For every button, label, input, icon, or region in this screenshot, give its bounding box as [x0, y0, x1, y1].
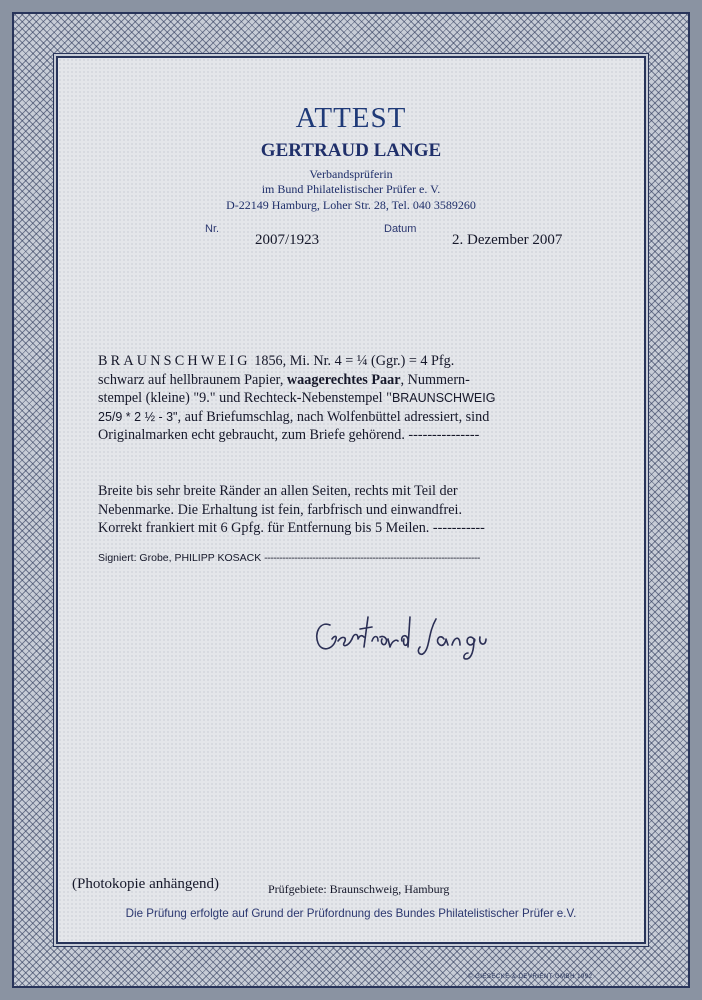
stamp-catalog: 1856, Mi. Nr. 4 = ¼ (Ggr.) = 4 Pfg.: [250, 353, 455, 369]
postmark-text: BRAUNSCHWEIG: [391, 391, 496, 405]
text-span: , Nummern-: [400, 371, 470, 388]
condition-paragraph: [98, 482, 604, 538]
condition-line: Nebenmarke. Die Erhaltung ist fein, farbfrisch und einwandfrei.: [98, 501, 463, 518]
signed-by-text: Signiert: Grobe, PHILIPP KOSACK: [98, 552, 262, 564]
certificate-number: 2007/1923: [255, 232, 320, 248]
examiner-name: GERTRAUD LANGE: [260, 140, 442, 161]
signed-by-dashes: ------------------------------------------------------------------------: [264, 552, 480, 564]
examination-areas: Prüfgebiete: Braunschweig, Hamburg: [268, 882, 450, 896]
description-line: Originalmarken echt gebraucht, zum Briefe gehörend. ---------------: [98, 427, 480, 443]
printer-mark: © GIESECKE & DEVRIENT GMBH 1992: [468, 974, 593, 980]
pair-highlight: waagerechtes Paar: [286, 371, 401, 388]
datum-label: Datum: [384, 223, 417, 235]
description-line: [98, 352, 604, 371]
condition-line: Korrekt frankiert mit 6 Gpfg. für Entfernung bis 5 Meilen. -----------: [98, 520, 485, 536]
description-line: [98, 371, 604, 390]
condition-line: Breite bis sehr breite Ränder an allen Seiten, rechts mit Teil der: [98, 483, 458, 499]
signed-by-line: [98, 552, 480, 564]
text-span: , auf Briefumschlag, nach Wolfenbüttel adressiert, sind: [177, 408, 490, 425]
examiner-role: Verbandsprüferin: [309, 167, 393, 181]
examiner-association: im Bund Philatelistischer Prüfer e. V.: [261, 182, 441, 196]
postmark-text: 25/9 * 2 ½ - 3": [98, 409, 178, 424]
stamp-issue: BRAUNSCHWEIG: [98, 353, 251, 369]
description-line: [98, 408, 604, 427]
description-paragraph: [98, 352, 604, 445]
certificate-panel: [58, 58, 644, 942]
handwritten-signature: [308, 603, 548, 663]
description-line: [98, 389, 604, 408]
text-span: schwarz auf hellbraunem Papier,: [98, 371, 287, 388]
nr-label: Nr.: [205, 223, 220, 235]
photocopy-note: (Photokopie anhängend): [72, 876, 220, 892]
examination-rule: Die Prüfung erfolgte auf Grund der Prüfordnung des Bundes Philatelistischer Prüfer e.V.: [125, 907, 577, 920]
examiner-address: D-22149 Hamburg, Loher Str. 28, Tel. 040 3589260: [226, 198, 476, 212]
document-title: ATTEST: [295, 102, 407, 134]
certificate-date: 2. Dezember 2007: [452, 232, 563, 248]
text-span: stempel (kleine) "9." und Rechteck-Nebenstempel ": [98, 390, 392, 406]
